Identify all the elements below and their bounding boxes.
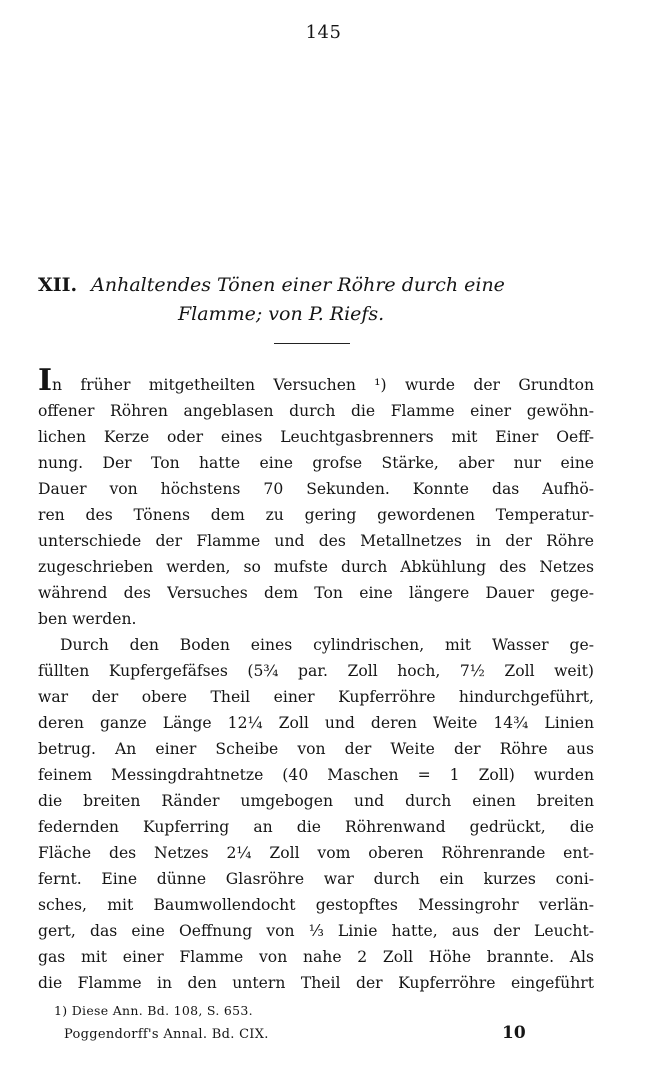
- signature-mark: 10: [502, 1023, 526, 1043]
- article-title: [38, 272, 598, 327]
- body-line: offener Röhren angeblasen durch die Flamme einer gewöhn-: [38, 402, 594, 420]
- page-number: 145: [305, 22, 342, 43]
- title-line-2: [38, 301, 598, 327]
- body-line: während des Versuches dem Ton eine längere Dauer gege-: [38, 584, 594, 602]
- running-footer: Poggendorff's Annal. Bd. CIX.: [64, 1027, 269, 1042]
- title-text-line-2: Flamme; von P. Riefs.: [178, 303, 385, 325]
- body-line: sches, mit Baumwollendocht gestopftes Messingrohr verlän-: [38, 896, 594, 914]
- body-line: feinem Messingdrahtnetze (40 Maschen = 1 Zoll) wurden: [38, 766, 594, 784]
- body-line: die Flamme in den untern Theil der Kupferröhre eingeführt: [38, 974, 594, 992]
- body-line: betrug. An einer Scheibe von der Weite der Röhre aus: [38, 740, 594, 758]
- body-line: zugeschrieben werden, so mufste durch Abkühlung des Netzes: [38, 558, 594, 576]
- body-line: fernt. Eine dünne Glasröhre war durch ein kurzes coni-: [38, 870, 594, 888]
- paragraph-2: [38, 632, 594, 996]
- body-line: gas mit einer Flamme von nahe 2 Zoll Höhe brannte. Als: [38, 948, 594, 966]
- section-number: XII.: [38, 274, 78, 296]
- body-line: Dauer von höchstens 70 Sekunden. Konnte das Aufhö-: [38, 480, 594, 498]
- body-line: In früher mitgetheilten Versuchen ¹) wurde der Grundton: [38, 366, 594, 398]
- footnote: 1) Diese Ann. Bd. 108, S. 653.: [54, 1003, 253, 1018]
- body-line: gert, das eine Oeffnung von ⅓ Linie hatte, aus der Leucht-: [38, 922, 594, 940]
- body-line: füllten Kupfergefäfses (5¾ par. Zoll hoch, 7½ Zoll weit): [38, 662, 594, 680]
- body-line: war der obere Theil einer Kupferröhre hindurchgeführt,: [38, 688, 594, 706]
- body-line: federnden Kupferring an die Röhrenwand gedrückt, die: [38, 818, 594, 836]
- paragraph-1: [38, 366, 594, 632]
- body-line: ben werden.: [38, 610, 137, 628]
- body-line: nung. Der Ton hatte eine grofse Stärke, aber nur eine: [38, 454, 594, 472]
- body-line: ren des Tönens dem zu gering gewordenen Temperatur-: [38, 506, 594, 524]
- body-line: Fläche des Netzes 2¼ Zoll vom oberen Röhrenrande ent-: [38, 844, 594, 862]
- body-line: die breiten Ränder umgebogen und durch einen breiten: [38, 792, 594, 810]
- body-line: Durch den Boden eines cylindrischen, mit Wasser ge-: [60, 636, 594, 654]
- body-line: deren ganze Länge 12¼ Zoll und deren Weite 14¾ Linien: [38, 714, 594, 732]
- title-line-1: [38, 272, 598, 298]
- initial-letter: I: [38, 366, 53, 398]
- body-line: unterschiede der Flamme und des Metallnetzes in der Röhre: [38, 532, 594, 550]
- body-line: lichen Kerze oder eines Leuchtgasbrenners mit Einer Oeff-: [38, 428, 594, 446]
- article-body: [38, 366, 594, 996]
- title-text-line-1: Anhaltendes Tönen einer Röhre durch eine: [91, 274, 505, 296]
- title-divider: [274, 343, 350, 344]
